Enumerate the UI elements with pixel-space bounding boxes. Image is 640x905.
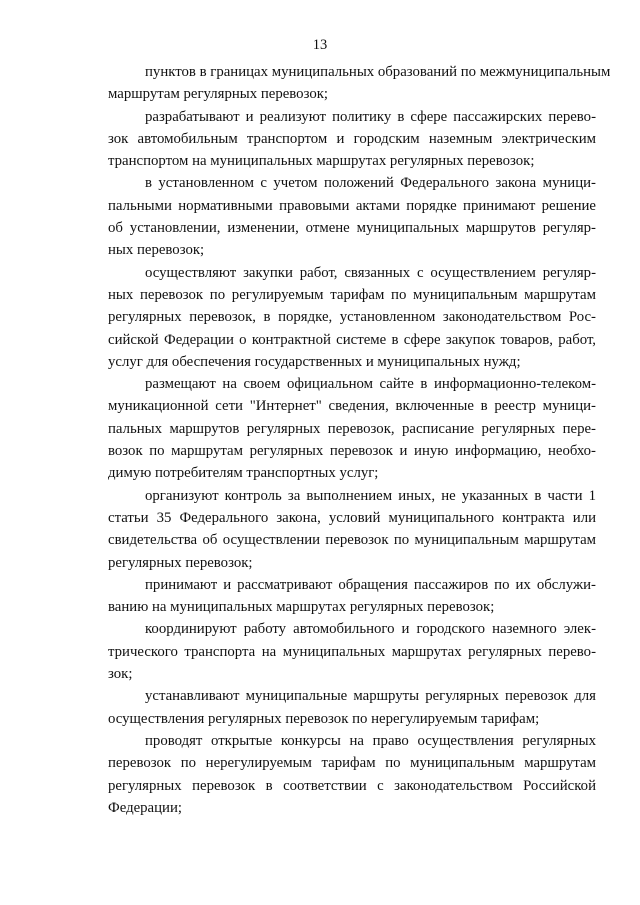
- paragraph: [108, 685, 596, 730]
- paragraph: [108, 485, 596, 574]
- text-line: проводят открытые конкурсы на право осуществления регулярных: [145, 732, 596, 749]
- text-line: статьи 35 Федерального закона, условий муниципального контракта или: [108, 509, 596, 526]
- text-line: пальных маршрутов регулярных перевозок, расписание регулярных пере-: [108, 420, 596, 437]
- text-line: маршрутам регулярных перевозок;: [108, 86, 329, 103]
- text-line: транспортом на муниципальных маршрутах регулярных перевозок;: [108, 153, 535, 170]
- text-line: свидетельства об осуществлении перевозок по муниципальным маршрутам: [108, 532, 596, 549]
- paragraph: [108, 373, 596, 484]
- text-line: зок;: [108, 666, 133, 683]
- text-line: разрабатывают и реализуют политику в сфере пассажирских перево-: [145, 108, 596, 125]
- text-line: регулярных перевозок, в порядке, установленном законодательством Рос-: [108, 309, 596, 326]
- text-line: ных перевозок по регулируемым тарифам по муниципальным маршрутам: [108, 286, 596, 303]
- text-line: зок автомобильным транспортом и городским наземным электрическим: [108, 130, 596, 147]
- paragraph: [108, 730, 596, 819]
- text-line: пальными нормативными правовыми актами порядке принимают решение: [108, 197, 596, 214]
- text-line: регулярных перевозок;: [108, 554, 253, 571]
- text-line: димую потребителям транспортных услуг;: [108, 465, 379, 482]
- text-line: Федерации;: [108, 799, 182, 816]
- paragraph: [108, 106, 596, 173]
- text-line: сийской Федерации о контрактной системе в сфере закупок товаров, работ,: [108, 331, 596, 348]
- text-line: об установлении, изменении, отмене муниципальных маршрутов регуляр-: [108, 220, 596, 237]
- paragraph: [108, 618, 596, 685]
- paragraph: [108, 172, 596, 261]
- document-body: [108, 61, 611, 819]
- text-line: пунктов в границах муниципальных образований по межмуниципальным: [145, 64, 611, 80]
- text-line: регулярных перевозок в соответствии с законодательством Российской: [108, 777, 596, 794]
- text-line: осуществляют закупки работ, связанных с осуществлением регуляр-: [145, 264, 596, 281]
- text-line: принимают и рассматривают обращения пассажиров по их обслужи-: [145, 576, 596, 593]
- paragraph: [108, 574, 596, 619]
- text-line: организуют контроль за выполнением иных, не указанных в части 1: [145, 487, 596, 504]
- text-line: координируют работу автомобильного и городского наземного элек-: [145, 621, 596, 638]
- text-line: осуществления регулярных перевозок по нерегулируемым тарифам;: [108, 710, 540, 727]
- text-line: размещают на своем официальном сайте в информационно-телеком-: [145, 376, 596, 393]
- text-line: в установленном с учетом положений Федерального закона муници-: [145, 175, 596, 192]
- text-line: муникационной сети "Интернет" сведения, включенные в реестр муници-: [108, 398, 596, 415]
- text-line: услуг для обеспечения государственных и муниципальных нужд;: [108, 353, 521, 370]
- text-line: трического транспорта на муниципальных маршрутах регулярных перево-: [108, 643, 596, 660]
- text-line: ных перевозок;: [108, 242, 205, 259]
- text-line: ванию на муниципальных маршрутах регулярных перевозок;: [108, 599, 495, 616]
- text-line: возок по маршрутам регулярных перевозок и иную информацию, необхо-: [108, 443, 596, 460]
- page-number: 13: [312, 37, 328, 53]
- paragraph: [108, 61, 611, 106]
- paragraph: [108, 262, 596, 373]
- text-line: устанавливают муниципальные маршруты регулярных перевозок для: [145, 688, 596, 705]
- text-line: перевозок по нерегулируемым тарифам по муниципальным маршрутам: [108, 755, 596, 772]
